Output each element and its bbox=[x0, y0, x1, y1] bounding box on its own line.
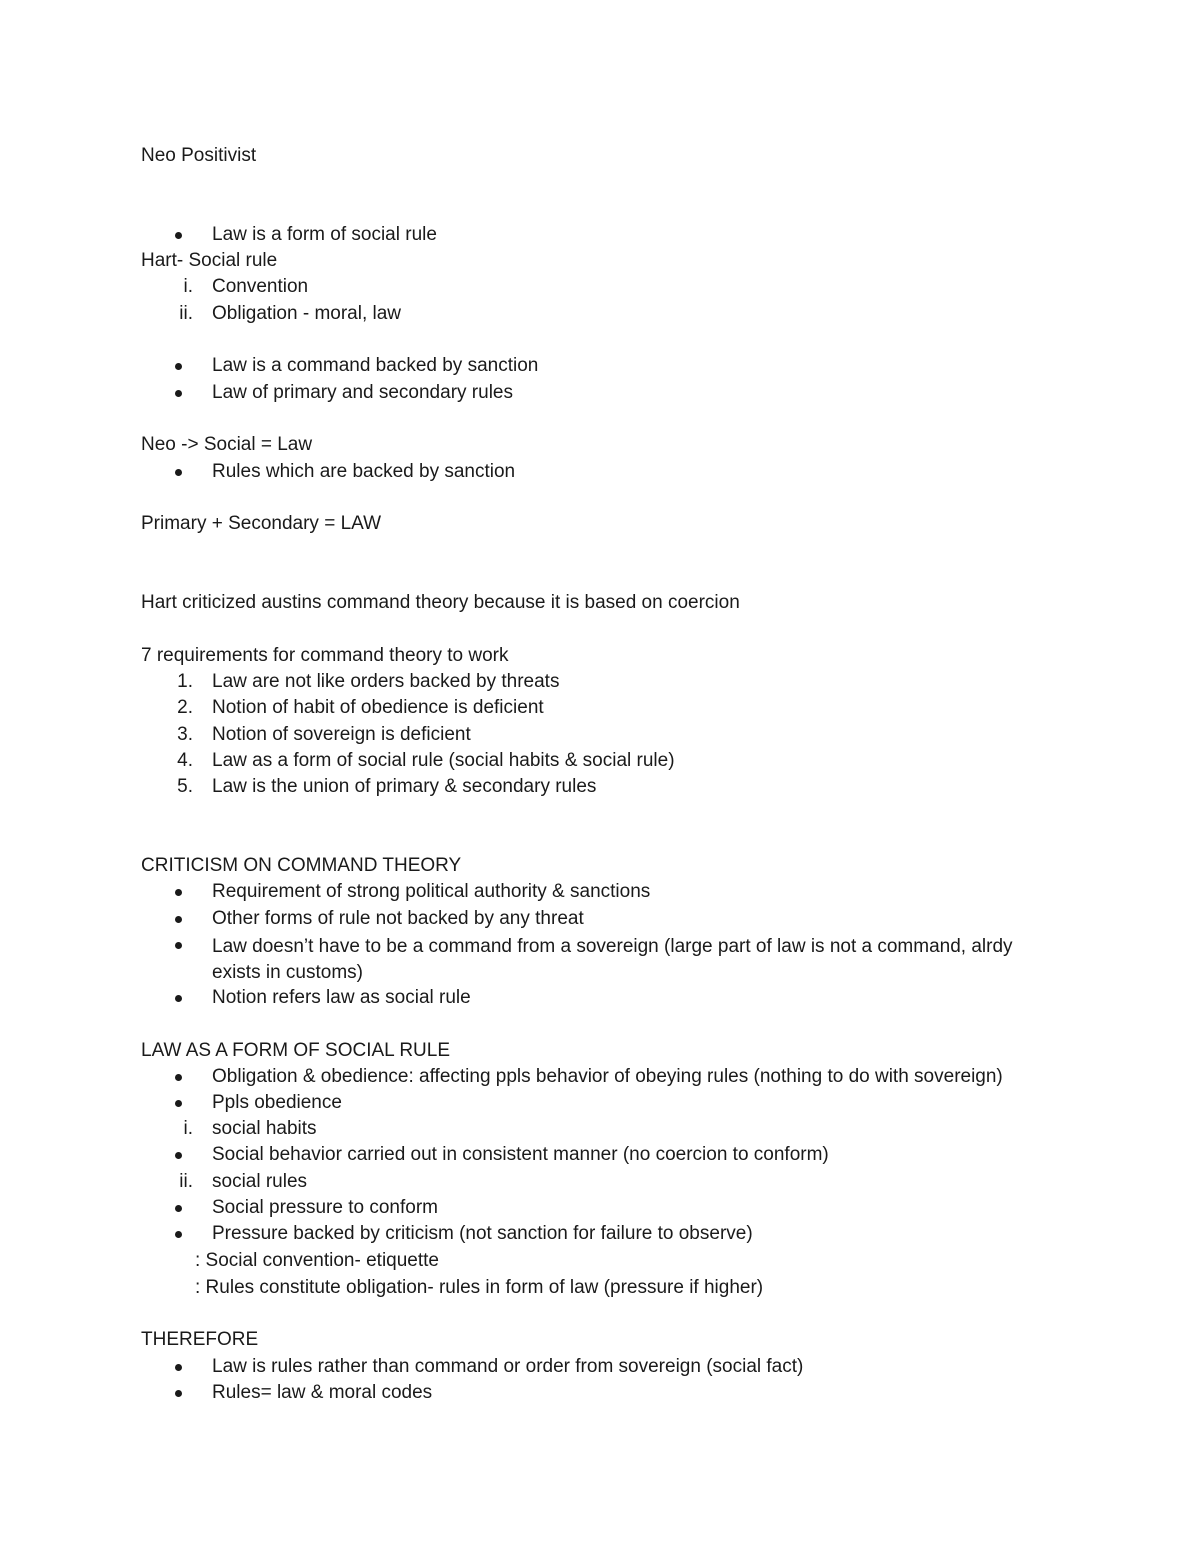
bullet-dot-icon bbox=[175, 232, 182, 239]
bullet-dot-icon bbox=[175, 390, 182, 397]
section-heading: Neo -> Social = Law bbox=[141, 434, 313, 455]
list-item: Social behavior carried out in consistent manner (no coercion to conform) bbox=[212, 1144, 829, 1165]
section-heading: Hart- Social rule bbox=[141, 250, 278, 271]
bullet-dot-icon bbox=[175, 1152, 182, 1159]
list-item: Law doesn’t have to be a command from a sovereign (large part of law is not a command, alrdy exists in customs) bbox=[212, 936, 1013, 983]
list-item: social rules bbox=[212, 1171, 308, 1192]
bullet-dot-icon bbox=[175, 1390, 182, 1397]
bullet-dot-icon bbox=[175, 916, 182, 923]
document-page: Neo Positivist Law is a form of social rule Hart- Social rule i. Convention ii. Obligation - moral, law Law is a command backed by sanction Law of primary and secondary rules Neo -> Social = Law Rules which are backed by sanction Primary + Secondary = LAW Hart criticized austins command theory because it is based on coercion 7 requirements for command theory to work 1. Law are not like orders backed by threats 2. Notion of habit of obedience is deficient 3. Notion of sovereign is deficient 4. Law as a form of social rule (social habits & social rule) 5. Law is the union of primary & secondary rules CRITICISM ON COMMAND THEORY Requirement of strong political authority & sanctions Other forms of rule not backed by any threat Law doesn’t have to be a command from a sovereign (large part of law is not a command, alrdy exists in customs) Notion refers law as social rule LAW AS A FORM OF SOCIAL RULE Obligation & obedience: affecting ppls behavior of obeying rules (nothing to do with sovereign) Ppls obedience i. social habits Social behavior carried out in consistent manner (no coercion to conform) ii. social rules Social pressure to conform Pressure backed by criticism (not sanction for failure to observe) : Social convention- etiquette : Rules constitute obligation- rules in form of law (pressure if higher) THEREFORE Law is rules rather than command or order from sovereign (social fact) Rules= law & moral codes bbox=[0, 0, 1200, 1553]
list-item: Law of primary and secondary rules bbox=[212, 382, 513, 403]
list-item: Notion refers law as social rule bbox=[212, 987, 471, 1008]
bullet-dot-icon bbox=[175, 889, 182, 896]
list-item: Law is the union of primary & secondary rules bbox=[212, 776, 597, 797]
section-heading: 7 requirements for command theory to work bbox=[141, 645, 509, 666]
list-item: Notion of habit of obedience is deficient bbox=[212, 697, 544, 718]
list-item: Rules which are backed by sanction bbox=[212, 461, 516, 482]
bullet-dot-icon bbox=[175, 1074, 182, 1081]
sub-note: : Social convention- etiquette bbox=[195, 1250, 439, 1271]
list-item: Law is a command backed by sanction bbox=[212, 355, 539, 376]
list-item: Obligation - moral, law bbox=[212, 303, 402, 324]
list-item: Notion of sovereign is deficient bbox=[212, 724, 471, 745]
bullet-dot-icon bbox=[175, 1364, 182, 1371]
list-item: Requirement of strong political authority & sanctions bbox=[212, 881, 651, 902]
list-item: Law are not like orders backed by threats bbox=[212, 671, 560, 692]
section-heading: THEREFORE bbox=[141, 1329, 259, 1350]
bullet-dot-icon bbox=[175, 1231, 182, 1238]
list-item: Ppls obedience bbox=[212, 1092, 342, 1113]
list-item: Law is a form of social rule bbox=[212, 224, 437, 245]
list-item: social habits bbox=[212, 1118, 317, 1139]
list-item: Rules= law & moral codes bbox=[212, 1382, 433, 1403]
section-heading: CRITICISM ON COMMAND THEORY bbox=[141, 855, 462, 876]
list-item: Obligation & obedience: affecting ppls behavior of obeying rules (nothing to do with sovereign) bbox=[212, 1066, 1003, 1087]
list-item: Law is rules rather than command or order from sovereign (social fact) bbox=[212, 1356, 804, 1377]
paragraph: Hart criticized austins command theory because it is based on coercion bbox=[141, 592, 740, 613]
bullet-dot-icon bbox=[175, 995, 182, 1002]
list-item: Other forms of rule not backed by any threat bbox=[212, 908, 584, 929]
bullet-dot-icon bbox=[175, 1205, 182, 1212]
list-item: Convention bbox=[212, 276, 309, 297]
bullet-dot-icon bbox=[175, 942, 182, 949]
list-item: Pressure backed by criticism (not sanction for failure to observe) bbox=[212, 1223, 753, 1244]
list-item: Law as a form of social rule (social habits & social rule) bbox=[212, 750, 675, 771]
paragraph: Primary + Secondary = LAW bbox=[141, 513, 382, 534]
bullet-dot-icon bbox=[175, 363, 182, 370]
list-item: Social pressure to conform bbox=[212, 1197, 438, 1218]
bullet-dot-icon bbox=[175, 469, 182, 476]
section-heading: LAW AS A FORM OF SOCIAL RULE bbox=[141, 1040, 451, 1061]
sub-note: : Rules constitute obligation- rules in form of law (pressure if higher) bbox=[195, 1277, 764, 1298]
page-title: Neo Positivist bbox=[141, 145, 257, 166]
bullet-dot-icon bbox=[175, 1100, 182, 1107]
